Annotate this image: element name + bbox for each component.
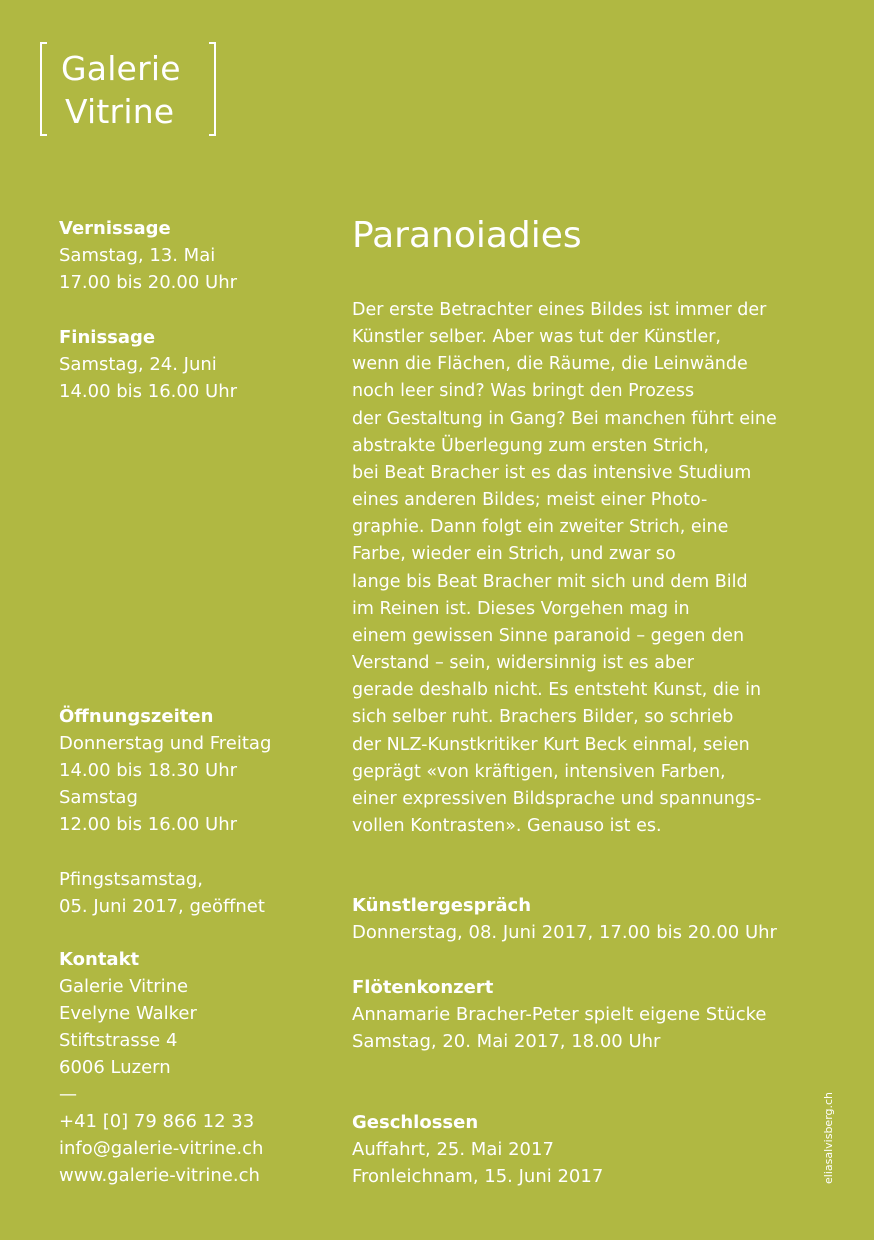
- pentecost-line: Pfingstsamstag,: [59, 869, 204, 890]
- description-line: graphie. Dann folgt ein zweiter Strich, eine: [352, 517, 729, 538]
- finissage-block: [59, 324, 237, 405]
- description-line: der Gestaltung in Gang? Bei manchen führt eine: [352, 408, 777, 429]
- closed-heading: Geschlossen: [352, 1112, 479, 1133]
- finissage-time: 14.00 bis 16.00 Uhr: [59, 381, 238, 402]
- flute-concert-block: [352, 974, 766, 1055]
- flute-concert-line: Annamarie Bracher-Peter spielt eigene Stücke: [352, 1004, 767, 1025]
- contact-street: Stiftstrasse 4: [59, 1030, 178, 1051]
- description-line: eines anderen Bildes; meist einer Photo-: [352, 490, 708, 511]
- artist-talk-block: [352, 892, 777, 946]
- exhibition-title: Paranoiadies: [352, 215, 582, 256]
- description-line: gerade deshalb nicht. Es entsteht Kunst, die in: [352, 680, 762, 701]
- description-line: Künstler selber. Aber was tut der Künstler,: [352, 327, 721, 348]
- artist-talk-heading: Künstlergespräch: [352, 895, 532, 916]
- opening-hours-line: 14.00 bis 18.30 Uhr: [59, 760, 238, 781]
- description-line: Der erste Betrachter eines Bildes ist immer der: [352, 300, 767, 320]
- contact-name: Galerie Vitrine: [59, 976, 189, 997]
- description-line: Verstand – sein, widersinnig ist es aber: [352, 653, 694, 674]
- description-line: bei Beat Bracher ist es das intensive Studium: [352, 462, 752, 483]
- flute-concert-heading: Flötenkonzert: [352, 977, 494, 998]
- vernissage-heading: Vernissage: [59, 218, 171, 239]
- vernissage-date: Samstag, 13. Mai: [59, 245, 216, 266]
- description-line: der NLZ-Kunstkritiker Kurt Beck einmal, seien: [352, 734, 750, 755]
- contact-city: 6006 Luzern: [59, 1057, 171, 1078]
- description-line: im Reinen ist. Dieses Vorgehen mag in: [352, 598, 690, 619]
- description-line: vollen Kontrasten». Genauso ist es.: [352, 815, 662, 836]
- designer-credit: eliasalvisberg.ch: [822, 1091, 835, 1184]
- opening-hours-heading: Öffnungszeiten: [59, 706, 214, 727]
- description-line: abstrakte Überlegung zum ersten Strich,: [352, 435, 710, 456]
- contact-email[interactable]: info@galerie-vitrine.ch: [59, 1138, 264, 1159]
- logo-line-1: Galerie: [61, 49, 181, 88]
- description-line: einem gewissen Sinne paranoid – gegen den: [352, 625, 745, 646]
- opening-hours-line: Samstag: [59, 787, 138, 808]
- logo-right-bracket: [209, 42, 216, 136]
- flute-concert-line: Samstag, 20. Mai 2017, 18.00 Uhr: [352, 1031, 661, 1052]
- pentecost-block: [59, 866, 265, 920]
- contact-website[interactable]: www.galerie-vitrine.ch: [59, 1165, 260, 1186]
- closed-line: Fronleichnam, 15. Juni 2017: [352, 1166, 604, 1187]
- description-line: lange bis Beat Bracher mit sich und dem Bild: [352, 571, 748, 592]
- vernissage-time: 17.00 bis 20.00 Uhr: [59, 272, 238, 293]
- artist-talk-date: Donnerstag, 08. Juni 2017, 17.00 bis 20.00 Uhr: [352, 922, 777, 943]
- description-line: noch leer sind? Was bringt den Prozess: [352, 381, 695, 402]
- closed-line: Auffahrt, 25. Mai 2017: [352, 1139, 554, 1160]
- contact-phone[interactable]: +41 [0] 79 866 12 33: [59, 1111, 255, 1132]
- opening-hours-line: Donnerstag und Freitag: [59, 733, 272, 754]
- opening-hours-block: [59, 703, 271, 838]
- finissage-heading: Finissage: [59, 327, 156, 348]
- contact-block: [59, 946, 263, 1189]
- description-line: einer expressiven Bildsprache und spannungs-: [352, 788, 762, 809]
- exhibition-description: [352, 297, 777, 840]
- contact-heading: Kontakt: [59, 949, 140, 970]
- description-line: wenn die Flächen, die Räume, die Leinwände: [352, 354, 748, 375]
- gallery-logo: [40, 42, 216, 136]
- contact-person: Evelyne Walker: [59, 1003, 197, 1024]
- logo-line-2: Vitrine: [65, 92, 175, 131]
- vernissage-block: [59, 215, 237, 296]
- description-line: Farbe, wieder ein Strich, und zwar so: [352, 544, 676, 565]
- logo-text: [61, 47, 181, 133]
- logo-left-bracket: [40, 42, 47, 136]
- finissage-date: Samstag, 24. Juni: [59, 354, 217, 375]
- description-line: sich selber ruht. Brachers Bilder, so schrieb: [352, 707, 734, 728]
- opening-hours-line: 12.00 bis 16.00 Uhr: [59, 814, 238, 835]
- pentecost-line: 05. Juni 2017, geöffnet: [59, 896, 265, 917]
- description-line: geprägt «von kräftigen, intensiven Farben,: [352, 761, 726, 782]
- contact-separator: —: [59, 1084, 77, 1105]
- closed-dates-block: [352, 1109, 603, 1190]
